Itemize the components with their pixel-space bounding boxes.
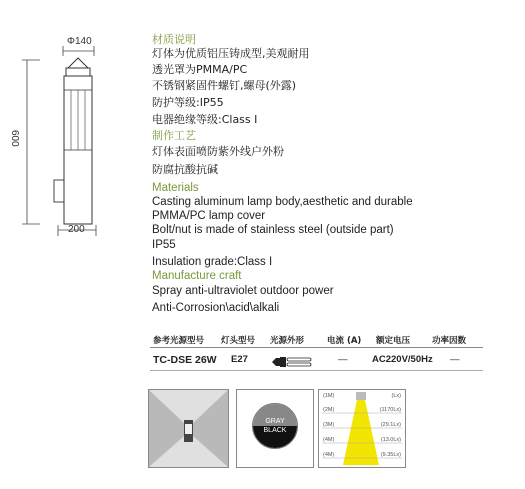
lux-label: (9.35Lx) [380,452,401,458]
spec-line: PMMA/PC lamp cover [152,210,266,222]
spec-line: 透光罩为PMMA/PC [152,63,248,76]
spec-heading-materials-en: Materials [152,182,199,194]
spec-line: 防护等级:IP55 [152,96,224,109]
spec-line: Anti-Corrosion\acid\alkali [152,302,280,314]
distance-label: (1M) [323,393,335,399]
spec-line: Casting aluminum lamp body,aesthetic and durable [152,196,413,208]
spec-line: 灯体表面喷防紫外线户外粉 [152,145,284,158]
spec-line: Spray anti-ultraviolet outdoor power [152,285,334,297]
diameter-label: Φ140 [67,36,92,47]
finish-black-label: BLACK [263,427,287,434]
table-cell-voltage: AC220V/50Hz [372,354,433,365]
table-cell-pf: — [450,354,460,365]
finish-gray [253,404,297,426]
distance-label: (3M) [323,422,335,428]
finish-swatch [252,403,298,449]
distance-label: (2M) [323,407,335,413]
height-label: 600 [9,130,20,147]
table-bottom-rule [150,370,483,371]
lux-label: (1170Lx) [379,407,401,413]
lux-label: (13.0Lx) [380,437,401,443]
spec-line: 电器绝缘等级:Class I [152,113,258,126]
table-cell-base: E27 [231,354,248,365]
spec-line: Insulation grade:Class I [152,256,273,268]
distance-label: (4M) [323,437,335,443]
spec-line: IP55 [152,239,176,251]
table-header-current: 电流 (A) [327,336,362,346]
lux-label: (29.1Lx) [380,422,401,428]
spec-line: 灯体为优质铝压铸成型,美观耐用 [152,47,310,60]
table-header-pf: 功率因数 [432,336,467,346]
light-distribution-chart [318,389,406,468]
table-header-base: 灯头型号 [221,336,256,346]
table-header-voltage: 额定电压 [376,336,411,346]
lux-label: (Lx) [391,393,401,399]
spec-heading-materials-cn: 材质说明 [152,33,196,46]
table-cell-current: — [338,354,348,365]
spec-heading-craft-en: Manufacture craft [152,270,242,282]
table-header-model: 参考光源型号 [153,336,205,346]
finish-gray-label: GRAY [265,418,285,425]
spec-heading-craft-cn: 制作工艺 [152,129,196,142]
spec-line: 不锈钢紧固件螺钉,螺母(外露) [152,79,297,92]
spec-line: 防腐抗酸抗碱 [152,163,218,176]
table-header-shape: 光源外形 [270,336,305,346]
distance-label: (4M) [323,452,335,458]
table-cell-model: TC-DSE 26W [153,354,217,366]
base-width-label: 200 [68,224,85,235]
finish-black [253,426,297,448]
spec-line: Bolt/nut is made of stainless steel (outside part) [152,224,394,236]
beam-illustration [148,389,229,468]
finish-options [236,389,314,468]
table-header-rule [150,347,483,348]
